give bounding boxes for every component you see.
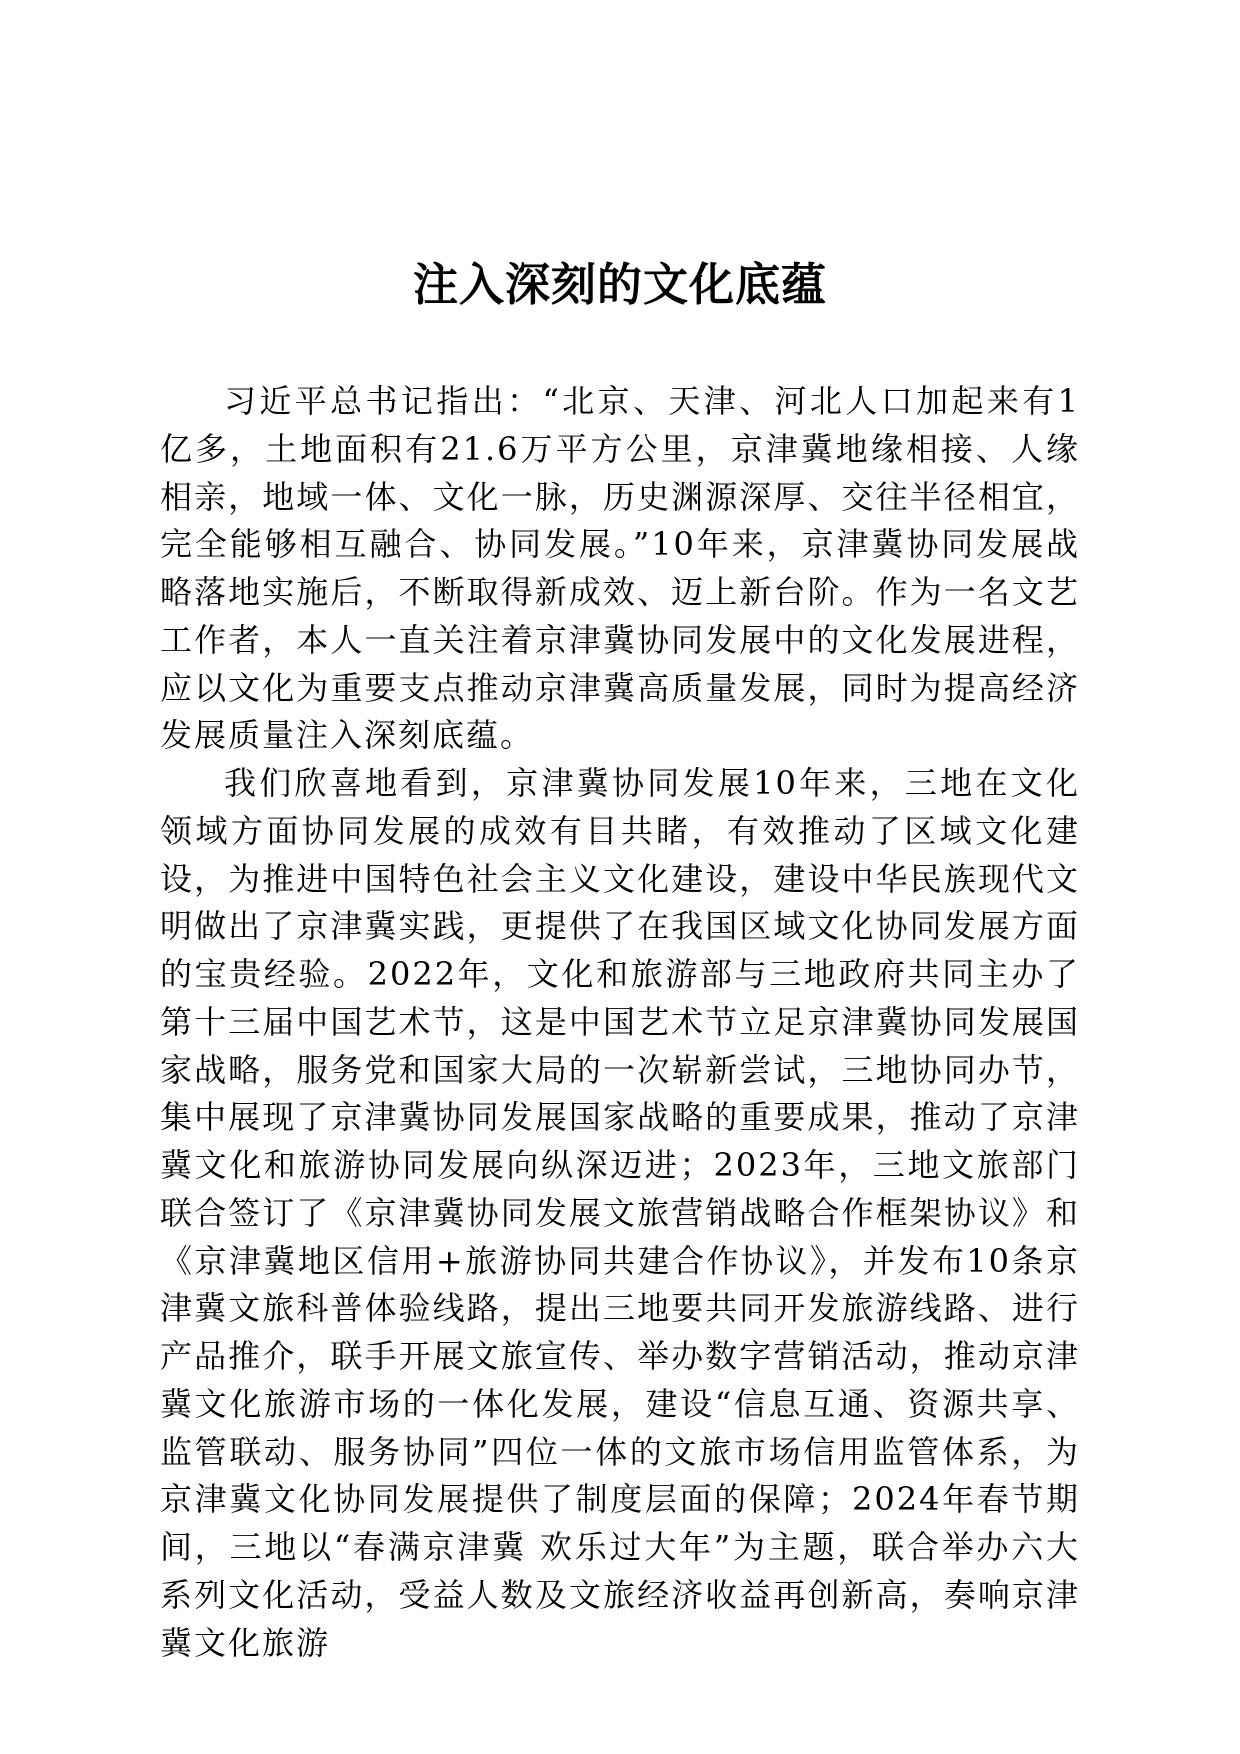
document-body	[160, 378, 1080, 1708]
paragraph-2: 我们欣喜地看到，京津冀协同发展10年来，三地在文化领域方面协同发展的成效有目共睹，有效推动了区域文化建设，为推进中国特色社会主义文化建设，建设中华民族现代文明做出了京津冀实践，更提供了在我国区域文化协同发展方面的宝贵经验。2022年，文化和旅游部与三地政府共同主办了第十三届中国艺术节，这是中国艺术节立足京津冀协同发展国家战略，服务党和国家大局的一次崭新尝试，三地协同办节，集中展现了京津冀协同发展国家战略的重要成果，推动了京津冀文化和旅游协同发展向纵深迈进；2023年，三地文旅部门联合签订了《京津冀协同发展文旅营销战略合作框架协议》和《京津冀地区信用+旅游协同共建合作协议》，并发布10条京津冀文旅科普体验线路，提出三地要共同开发旅游线路、进行产品推介，联手开展文旅宣传、举办数字营销活动，推动京津冀文化旅游市场的一体化发展，建设“信息互通、资源共享、监管联动、服务协同”四位一体的文旅市场信用监管体系，为京津冀文化协同发展提供了制度层面的保障；2024年春节期间，三地以“春满京津冀 欢乐过大年”为主题，联合举办六大系列文化活动，受益人数及文旅经济收益再创新高，奏响京津冀文化旅游	[160, 764, 1080, 1662]
document-title: 注入深刻的文化底蕴	[412, 258, 827, 311]
paragraph-1: 习近平总书记指出：“北京、天津、河北人口加起来有1亿多，土地面积有21.6万平方公里，京津冀地缘相接、人缘相亲，地域一体、文化一脉，历史渊源深厚、交往半径相宜，完全能够相互融合、协同发展。”10年来，京津冀协同发展战略落地实施后，不断取得新成效、迈上新台阶。作为一名文艺工作者，本人一直关注着京津冀协同发展中的文化发展进程，应以文化为重要支点推动京津冀高质量发展，同时为提高经济发展质量注入深刻底蕴。	[160, 382, 1080, 755]
